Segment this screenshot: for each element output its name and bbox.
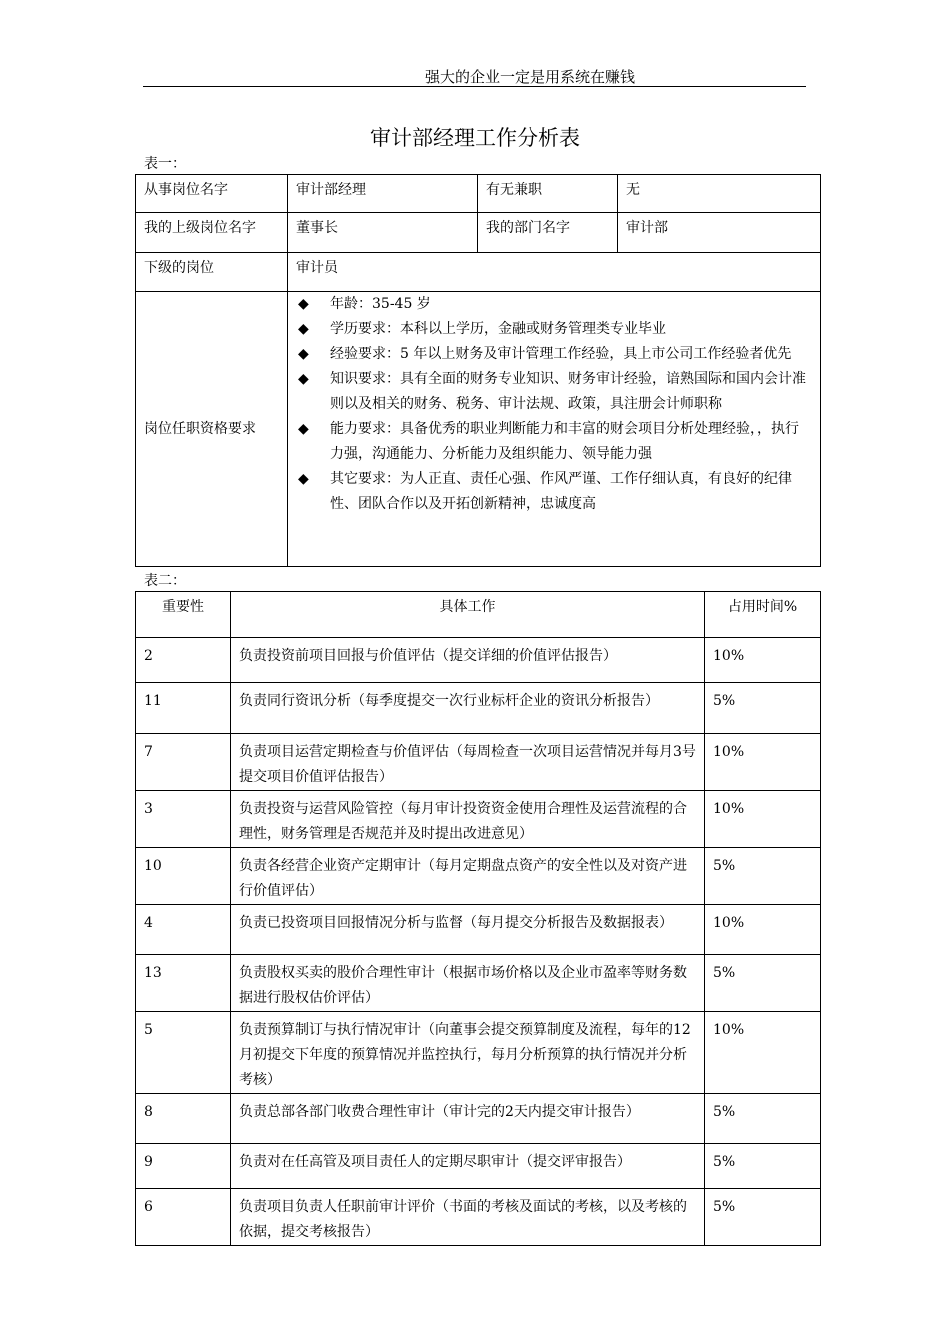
requirement-text: 学历要求：本科以上学历，金融或财务管理类专业毕业 (330, 321, 666, 337)
work-cell: 负责总部各部门收费合理性审计（审计完的2天内提交审计报告） (231, 1094, 705, 1144)
table-row (136, 1189, 821, 1246)
work-cell: 负责预算制订与执行情况审计（向董事会提交预算制度及流程，每年的12月初提交下年度的预算情况并监控执行，每月分析预算的执行情况并分析考核） (231, 1012, 705, 1094)
table2-label: 表二： (144, 573, 186, 589)
header-importance: 重要性 (136, 592, 231, 638)
position-info-table (135, 174, 821, 567)
table1-label: 表一： (144, 156, 186, 172)
requirement-text: 能力要求：具备优秀的职业判断能力和丰富的财会项目分析处理经验，，执行力强，沟通能力、分析能力及组织能力、领导能力强 (330, 421, 799, 462)
header-time: 占用时间% (705, 592, 821, 638)
time-cell: 10% (705, 638, 821, 683)
importance-cell: 4 (136, 905, 231, 955)
time-cell: 5% (705, 848, 821, 905)
time-cell: 10% (705, 791, 821, 848)
table-row (136, 1012, 821, 1094)
subordinate-label: 下级的岗位 (136, 253, 288, 292)
page-header (143, 64, 806, 87)
diamond-bullet-icon: ◆ (298, 371, 309, 387)
requirements-cell (288, 292, 821, 567)
importance-cell: 11 (136, 683, 231, 734)
table-row (136, 905, 821, 955)
work-cell: 负责对在任高管及项目责任人的定期尽职审计（提交评审报告） (231, 1144, 705, 1189)
table-row (136, 791, 821, 848)
requirement-item (296, 317, 812, 342)
table-row (136, 1144, 821, 1189)
requirement-item (296, 467, 812, 517)
table-row (136, 1094, 821, 1144)
time-cell: 5% (705, 683, 821, 734)
work-cell: 负责投资前项目回报与价值评估（提交详细的价值评估报告） (231, 638, 705, 683)
requirements-label: 岗位任职资格要求 (136, 292, 288, 567)
work-cell: 负责项目运营定期检查与价值评估（每周检查一次项目运营情况并每月3号提交项目价值评估报告） (231, 734, 705, 791)
time-cell: 10% (705, 905, 821, 955)
department-label: 我的部门名字 (478, 213, 618, 253)
diamond-bullet-icon: ◆ (298, 296, 309, 312)
table-row (136, 638, 821, 683)
table-row (136, 683, 821, 734)
department-value: 审计部 (618, 213, 821, 253)
work-table (135, 591, 821, 1246)
work-cell: 负责已投资项目回报情况分析与监督（每月提交分析报告及数据报表） (231, 905, 705, 955)
requirement-text: 经验要求：5 年以上财务及审计管理工作经验，具上市公司工作经验者优先 (330, 346, 792, 362)
diamond-bullet-icon: ◆ (298, 471, 309, 487)
time-cell: 10% (705, 734, 821, 791)
requirement-item (296, 292, 812, 317)
requirements-list (296, 292, 812, 517)
subordinate-value: 审计员 (288, 253, 821, 292)
table-row (136, 848, 821, 905)
work-cell: 负责投资与运营风险管控（每月审计投资资金使用合理性及运营流程的合理性，财务管理是否规范并及时提出改进意见） (231, 791, 705, 848)
superior-label: 我的上级岗位名字 (136, 213, 288, 253)
post-name-value: 审计部经理 (288, 175, 478, 213)
superior-value: 董事长 (288, 213, 478, 253)
importance-cell: 13 (136, 955, 231, 1012)
part-time-label: 有无兼职 (478, 175, 618, 213)
requirement-item (296, 342, 812, 367)
importance-cell: 2 (136, 638, 231, 683)
time-cell: 5% (705, 1189, 821, 1246)
work-cell: 负责各经营企业资产定期审计（每月定期盘点资产的安全性以及对资产进行价值评估） (231, 848, 705, 905)
post-name-label: 从事岗位名字 (136, 175, 288, 213)
importance-cell: 9 (136, 1144, 231, 1189)
work-cell: 负责同行资讯分析（每季度提交一次行业标杆企业的资讯分析报告） (231, 683, 705, 734)
diamond-bullet-icon: ◆ (298, 346, 309, 362)
importance-cell: 8 (136, 1094, 231, 1144)
work-cell: 负责股权买卖的股价合理性审计（根据市场价格以及企业市盈率等财务数据进行股权估价评估） (231, 955, 705, 1012)
header-slogan: 强大的企业一定是用系统在赚钱 (425, 68, 636, 86)
importance-cell: 3 (136, 791, 231, 848)
header-work: 具体工作 (231, 592, 705, 638)
importance-cell: 5 (136, 1012, 231, 1094)
time-cell: 10% (705, 1012, 821, 1094)
requirement-text: 知识要求：具有全面的财务专业知识、财务审计经验，谙熟国际和国内会计准则以及相关的财务、税务、审计法规、政策，具注册会计师职称 (330, 371, 806, 412)
requirement-text: 其它要求：为人正直、责任心强、作风严谨、工作仔细认真，有良好的纪律性、团队合作以及开拓创新精神，忠诚度高 (330, 471, 792, 512)
importance-cell: 7 (136, 734, 231, 791)
page-title: 审计部经理工作分析表 (370, 126, 580, 150)
time-cell: 5% (705, 1144, 821, 1189)
part-time-value: 无 (618, 175, 821, 213)
requirement-item (296, 367, 812, 417)
table-row (136, 955, 821, 1012)
time-cell: 5% (705, 955, 821, 1012)
table-row (136, 734, 821, 791)
diamond-bullet-icon: ◆ (298, 321, 309, 337)
work-cell: 负责项目负责人任职前审计评价（书面的考核及面试的考核，以及考核的依据，提交考核报告） (231, 1189, 705, 1246)
time-cell: 5% (705, 1094, 821, 1144)
importance-cell: 6 (136, 1189, 231, 1246)
importance-cell: 10 (136, 848, 231, 905)
requirement-item (296, 417, 812, 467)
diamond-bullet-icon: ◆ (298, 421, 309, 437)
requirement-text: 年龄：35-45 岁 (330, 296, 431, 312)
